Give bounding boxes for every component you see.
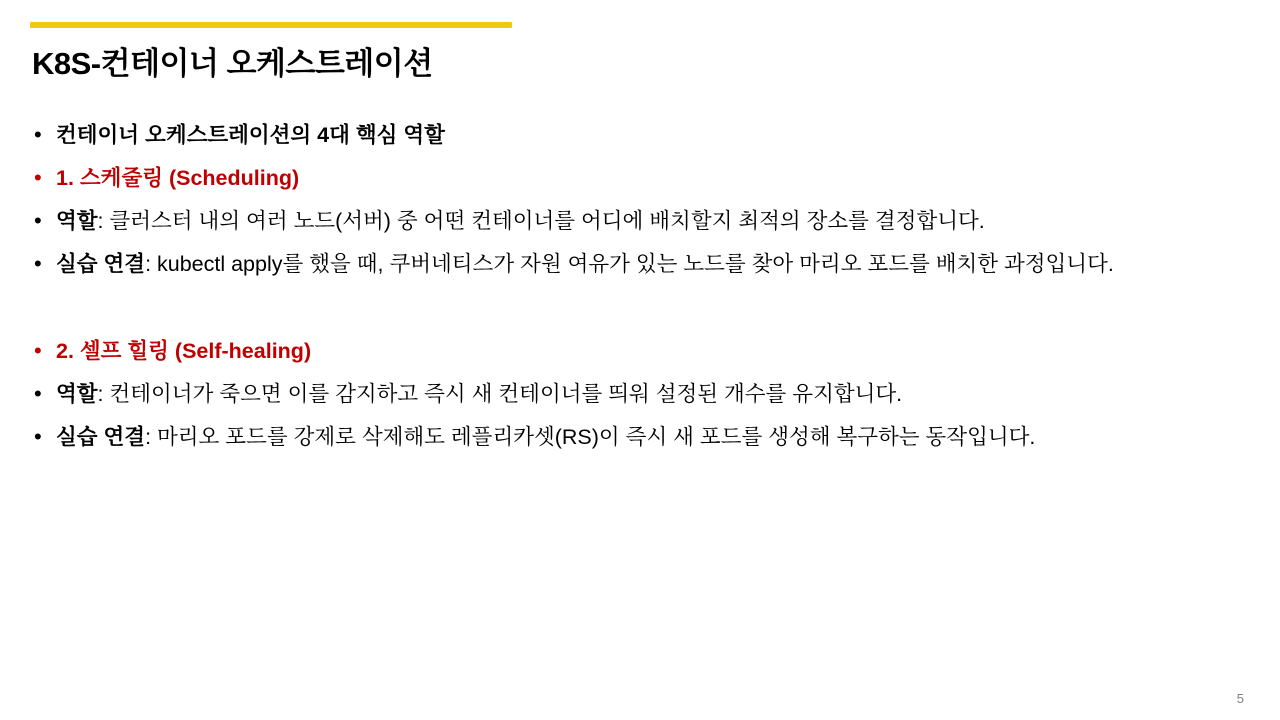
title-accent-rule: [30, 22, 512, 28]
bullet-marker-icon: •: [34, 251, 42, 276]
section-spacer: [34, 292, 1250, 336]
bullet-selfhealing-heading-text: 2. 셀프 힐링 (Self-healing): [56, 339, 312, 363]
page-title: K8S-컨테이너 오케스트레이션: [32, 46, 433, 81]
bullet-overview: [34, 120, 1250, 150]
bullet-scheduling-practice: [34, 249, 1250, 279]
bullet-scheduling-practice-lead: 실습 연결: [56, 252, 146, 276]
bullet-scheduling-practice-text: [56, 249, 1250, 279]
bullet-selfhealing-practice-lead: 실습 연결: [56, 425, 146, 449]
bullet-marker-icon: •: [34, 122, 42, 147]
bullet-marker-icon: •: [34, 381, 42, 406]
bullet-selfhealing-practice-body: : 마리오 포드를 강제로 삭제해도 레플리카셋(RS)이 즉시 새 포드를 생성해 복구하는 동작입니다.: [145, 425, 1036, 449]
bullet-selfhealing-role-lead: 역할: [56, 382, 98, 406]
bullet-selfhealing-heading: [34, 336, 1250, 366]
bullet-selfhealing-practice-text: [56, 422, 1250, 452]
page-number: 5: [1236, 691, 1244, 706]
bullet-scheduling-role: [34, 206, 1250, 236]
bullet-marker-icon: •: [34, 165, 42, 190]
bullet-selfhealing-role-body: : 컨테이너가 죽으면 이를 감지하고 즉시 새 컨테이너를 띄워 설정된 개수를 유지합니다.: [97, 382, 903, 406]
bullet-scheduling-role-lead: 역할: [56, 209, 98, 233]
bullet-selfhealing-role: [34, 379, 1250, 409]
bullet-scheduling-heading-text: 1. 스케줄링 (Scheduling): [56, 166, 300, 190]
bullet-overview-text: 컨테이너 오케스트레이션의 4대 핵심 역할: [56, 123, 445, 147]
bullet-marker-icon: •: [34, 208, 42, 233]
bullet-scheduling-heading: [34, 163, 1250, 193]
bullet-selfhealing-practice: [34, 422, 1250, 452]
bullet-scheduling-role-text: [56, 206, 1250, 236]
bullet-marker-icon: •: [34, 338, 42, 363]
bullet-scheduling-role-body: : 클러스터 내의 여러 노드(서버) 중 어떤 컨테이너를 어디에 배치할지 최적의 장소를 결정합니다.: [97, 209, 985, 233]
bullet-marker-icon: •: [34, 424, 42, 449]
slide-body: [34, 120, 1250, 465]
bullet-selfhealing-role-text: [56, 379, 1250, 409]
bullet-scheduling-practice-body: : kubectl apply를 했을 때, 쿠버네티스가 자원 여유가 있는 노드를 찾아 마리오 포드를 배치한 과정입니다.: [145, 252, 1114, 276]
